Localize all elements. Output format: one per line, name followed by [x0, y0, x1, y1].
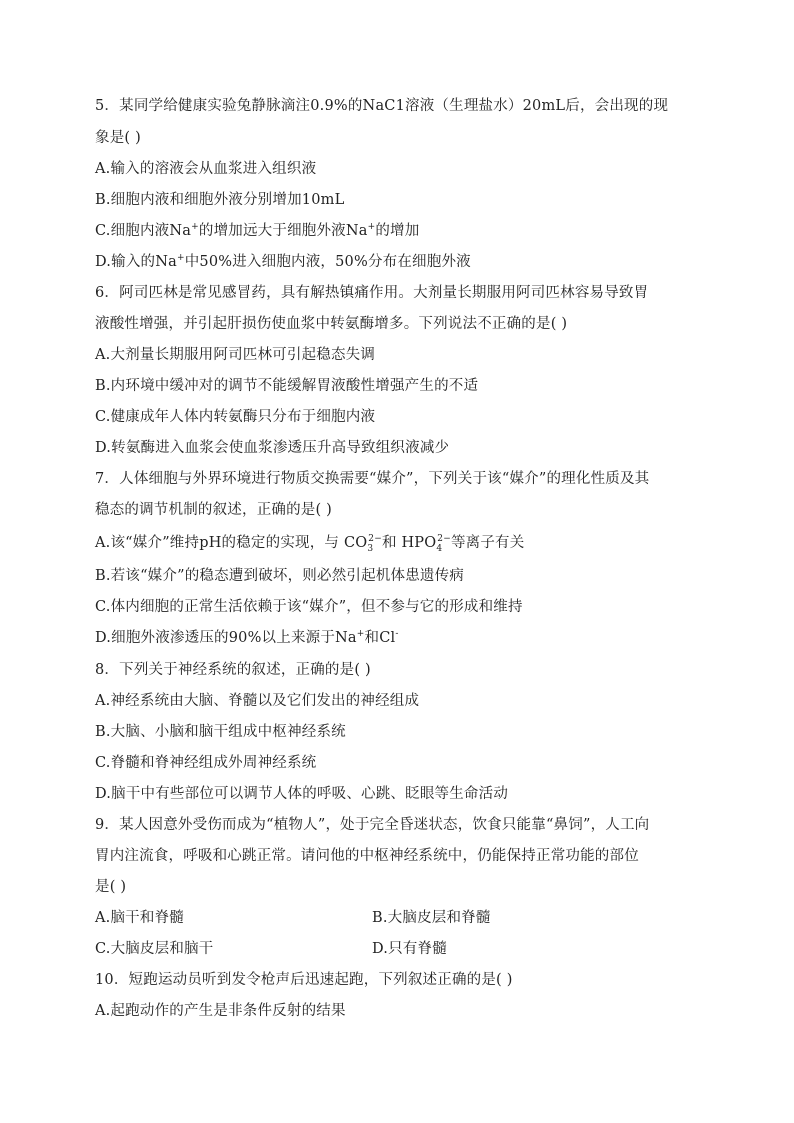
- q7-option-d: D.细胞外液渗透压的90%以上来源于Na+和Cl-: [95, 629, 399, 646]
- q9-stem-line2: 胃内注流食，呼吸和心跳正常。请问他的中枢神经系统中，仍能保持正常功能的部位: [95, 848, 639, 864]
- q5-stem-line1: 5．某同学给健康实验兔静脉滴注0.9%的NaC1溶液（生理盐水）20mL后，会出现的现: [95, 98, 669, 114]
- q7-stem-line2: 稳态的调节机制的叙述，正确的是( ): [95, 502, 333, 518]
- q5-option-b: B.细胞内液和细胞外液分别增加10mL: [95, 192, 345, 208]
- q9-stem-line3: 是( ): [95, 879, 127, 895]
- q9-stem-line1: 9．某人因意外受伤而成为“植物人”，处于完全昏迷状态，饮食只能靠“鼻饲”，人工向: [95, 817, 650, 833]
- q6-stem-line1: 6．阿司匹林是常见感冒药，具有解热镇痛作用。大剂量长期服用阿司匹林容易导致胃: [95, 285, 649, 301]
- q7-option-a: A.该“媒介”维持pH的稳定的实现，与 $CO_3^{2-}$和 $HPO_4^{2-}$等离子有关: [95, 534, 525, 554]
- q5-option-c: C.细胞内液Na+的增加远大于细胞外液Na+的增加: [95, 222, 420, 239]
- q6-option-c: C.健康成年人体内转氨酶只分布于细胞内液: [95, 409, 376, 425]
- q9-option-a: A.脑干和脊髓: [95, 910, 184, 926]
- q6-option-d: D.转氨酶进入血浆会使血浆渗透压升高导致组织液减少: [95, 440, 450, 456]
- q6-stem-line2: 液酸性增强，并引起肝损伤使血浆中转氨酶增多。下列说法不正确的是( ): [95, 316, 568, 332]
- q8-option-a: A.神经系统由大脑、脊髓以及它们发出的神经组成: [95, 693, 420, 709]
- q9-option-d: D.只有脊髓: [372, 941, 447, 957]
- hydrogen-phosphate-ion: $_4^{2-}$: [436, 534, 451, 554]
- q7-stem-line1: 7．人体细胞与外界环境进行物质交换需要“媒介”，下列关于该“媒介”的理化性质及其: [95, 471, 650, 487]
- q9-option-b: B.大脑皮层和脊髓: [372, 910, 491, 926]
- q5-option-a: A.输入的溶液会从血浆进入组织液: [95, 161, 317, 177]
- q10-option-a: A.起跑动作的产生是非条件反射的结果: [95, 1003, 346, 1019]
- q6-option-b: B.内环境中缓冲对的调节不能缓解胃液酸性增强产生的不适: [95, 378, 479, 394]
- q8-option-b: B.大脑、小脑和脑干组成中枢神经系统: [95, 724, 346, 740]
- q7-option-c: C.体内细胞的正常生活依赖于该“媒介”，但不参与它的形成和维持: [95, 599, 523, 615]
- q9-option-c: C.大脑皮层和脑干: [95, 941, 214, 957]
- q5-option-d: D.输入的Na+中50%进入细胞内液，50%分布在细胞外液: [95, 253, 471, 270]
- q10-stem: 10．短跑运动员听到发令枪声后迅速起跑，下列叙述正确的是( ): [95, 972, 513, 988]
- q8-option-c: C.脊髓和脊神经组成外周神经系统: [95, 755, 317, 771]
- q5-stem-line2: 象是( ): [95, 130, 141, 146]
- q6-option-a: A.大剂量长期服用阿司匹林可引起稳态失调: [95, 347, 376, 363]
- carbonate-ion: $_3^{2-}$: [367, 534, 382, 554]
- q7-option-b: B.若该“媒介”的稳态遭到破坏，则必然引起机体患遗传病: [95, 568, 464, 584]
- q8-stem: 8．下列关于神经系统的叙述，正确的是( ): [95, 662, 371, 678]
- q8-option-d: D.脑干中有些部位可以调节人体的呼吸、心跳、眨眼等生命活动: [95, 786, 509, 802]
